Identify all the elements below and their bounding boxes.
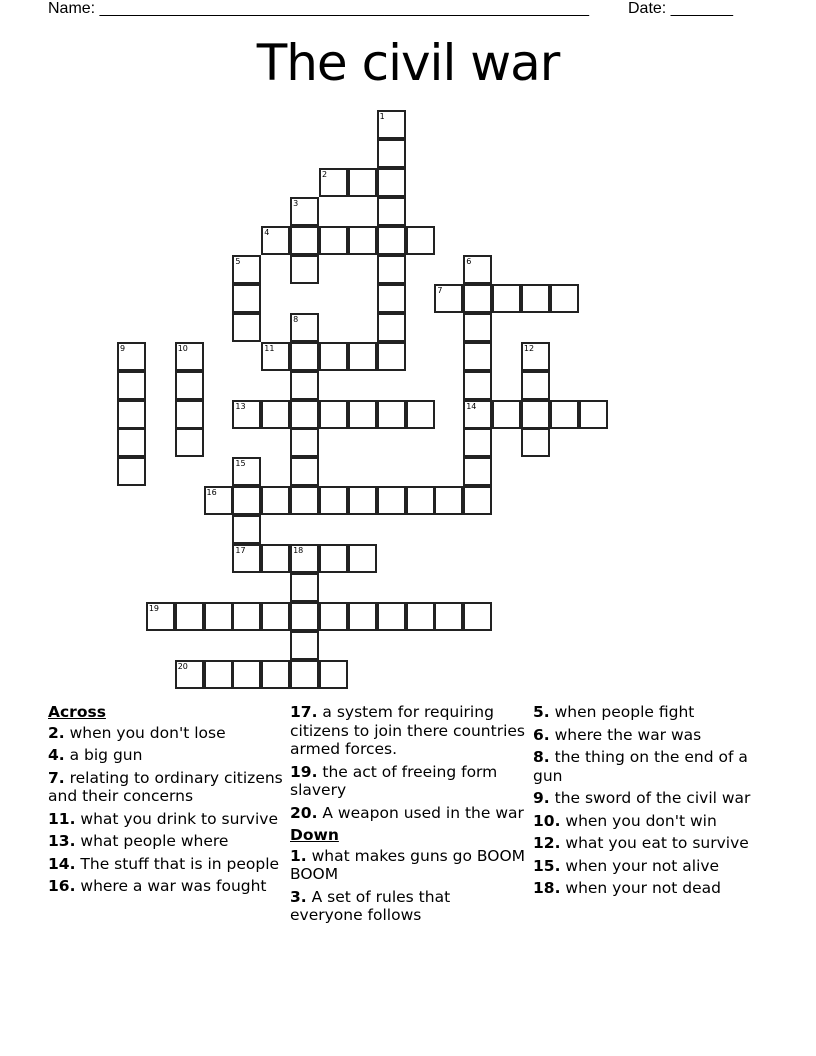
grid-cell[interactable] [261,400,290,429]
grid-cell[interactable] [348,544,377,573]
grid-cell[interactable] [290,197,319,226]
grid-cell[interactable] [290,342,319,371]
clue-number: 15 [235,459,246,469]
clue-item [48,769,286,806]
clue-number: 8 [293,314,299,324]
grid-cell[interactable] [348,342,377,371]
clue-text: what makes guns go BOOM BOOM [290,846,526,883]
clue-item [290,888,526,925]
clue-number-label: 17. [290,703,318,721]
grid-cell[interactable] [175,660,204,689]
clue-number-label: 14. [48,854,76,873]
clue-item [290,847,526,884]
grid-cell[interactable] [406,400,435,429]
clue-number-label: 13. [48,832,76,850]
clue-text: the sword of the civil war [549,789,751,807]
grid-cell[interactable] [463,486,492,515]
clue-text: when your not dead [560,879,721,897]
clue-text: The stuff that is in people [75,854,280,873]
grid-cell[interactable] [377,110,406,139]
across-heading: Across [48,703,106,721]
grid-cell[interactable] [463,457,492,486]
grid-cell[interactable] [290,255,319,284]
clue-number-label: 5. [533,703,550,721]
clue-text: what you drink to survive [75,809,278,828]
clues-column-1 [48,703,286,900]
clue-number: 5 [235,256,241,266]
clue-item [48,832,286,851]
clues-column-2 [290,703,526,929]
grid-cell[interactable] [521,371,550,400]
clue-text: where the war was [549,725,702,744]
grid-cell[interactable] [232,400,261,429]
grid-cell[interactable] [175,342,204,371]
grid-cell[interactable] [290,428,319,457]
clue-number: 18 [293,546,304,556]
clue-number: 7 [437,285,443,295]
clue-item [290,804,526,823]
clue-item [533,748,773,785]
clue-number-label: 2. [48,723,65,742]
grid-cell[interactable] [463,400,492,429]
clue-text: the act of freeing form slavery [290,762,498,799]
grid-cell[interactable] [492,284,521,313]
grid-cell[interactable] [232,515,261,544]
grid-cell[interactable] [232,457,261,486]
grid-cell[interactable] [319,544,348,573]
grid-cell[interactable] [319,602,348,631]
clue-text: when your not alive [560,856,720,875]
grid-cell[interactable] [348,602,377,631]
grid-cell[interactable] [290,371,319,400]
date-field: Date: _______ [628,0,733,17]
clue-number-label: 12. [533,834,561,852]
clue-number: 14 [466,401,477,411]
grid-cell[interactable] [521,284,550,313]
grid-cell[interactable] [232,255,261,284]
grid-cell[interactable] [117,371,146,400]
grid-cell[interactable] [261,342,290,371]
grid-cell[interactable] [463,284,492,313]
grid-cell[interactable] [348,168,377,197]
grid-cell[interactable] [232,313,261,342]
grid-cell[interactable] [290,602,319,631]
grid-cell[interactable] [348,226,377,255]
grid-cell[interactable] [319,226,348,255]
clue-number-label: 16. [48,877,76,895]
grid-cell[interactable] [261,660,290,689]
grid-cell[interactable] [434,486,463,515]
grid-cell[interactable] [377,284,406,313]
clue-item [48,724,286,743]
clue-number: 4 [264,227,270,237]
grid-cell[interactable] [290,631,319,660]
clue-number-label: 4. [48,746,65,764]
grid-cell[interactable] [348,400,377,429]
grid-cell[interactable] [463,255,492,284]
clues-column-3 [533,703,773,902]
clue-item [533,812,773,831]
grid-cell[interactable] [377,139,406,168]
grid-cell[interactable] [377,486,406,515]
grid-cell[interactable] [377,602,406,631]
grid-cell[interactable] [348,486,377,515]
grid-cell[interactable] [204,660,233,689]
clue-text: when you don't win [560,811,717,830]
clue-item [48,810,286,829]
grid-cell[interactable] [290,457,319,486]
clue-number-label: 7. [48,768,65,787]
clue-number-label: 20. [290,803,318,822]
clue-text: the thing on the end of a gun [533,748,748,785]
grid-cell[interactable] [463,342,492,371]
clue-number: 17 [235,546,246,556]
clue-item [533,789,773,808]
clue-item [48,746,286,765]
grid-cell[interactable] [406,602,435,631]
grid-cell[interactable] [175,602,204,631]
grid-cell[interactable] [232,284,261,313]
grid-cell[interactable] [232,660,261,689]
clue-item [48,877,286,896]
clue-number: 10 [177,343,188,353]
clue-number: 1 [379,112,385,121]
grid-cell[interactable] [261,544,290,573]
grid-cell[interactable] [319,660,348,689]
clue-item [290,703,526,759]
grid-cell[interactable] [434,602,463,631]
grid-cell[interactable] [290,660,319,689]
grid-cell[interactable] [290,544,319,573]
clue-number: 19 [148,604,160,614]
grid-cell[interactable] [290,226,319,255]
grid-cell[interactable] [377,313,406,342]
clue-number: 16 [206,488,217,498]
grid-cell[interactable] [290,400,319,429]
grid-cell[interactable] [406,226,435,255]
grid-cell[interactable] [463,371,492,400]
clue-number: 6 [466,256,472,266]
clue-item [533,879,773,898]
grid-cell[interactable] [579,400,608,429]
page-title: The civil war [256,34,560,92]
clue-number: 11 [264,343,275,353]
grid-cell[interactable] [175,371,204,400]
clue-number-label: 19. [290,762,318,781]
grid-cell[interactable] [377,342,406,371]
grid-cell[interactable] [434,284,463,313]
clue-number-label: 18. [533,879,561,897]
grid-cell[interactable] [117,457,146,486]
grid-cell[interactable] [204,486,233,515]
clue-number: 20 [177,662,188,672]
grid-cell[interactable] [377,400,406,429]
clue-number: 13 [235,401,246,411]
grid-cell[interactable] [146,602,175,631]
grid-cell[interactable] [550,400,579,429]
clue-number-label: 8. [533,748,550,766]
grid-cell[interactable] [261,226,290,255]
grid-cell[interactable] [463,313,492,342]
clue-number: 2 [321,169,328,179]
grid-cell[interactable] [290,313,319,342]
grid-cell[interactable] [117,342,146,371]
grid-cell[interactable] [261,486,290,515]
clue-number: 3 [293,198,299,208]
grid-cell[interactable] [175,400,204,429]
clue-item [48,855,286,874]
clue-number-label: 9. [533,789,550,807]
grid-cell[interactable] [319,342,348,371]
name-field: Name: _______________________________________________________ [48,0,589,17]
grid-cell[interactable] [463,602,492,631]
grid-cell[interactable] [377,226,406,255]
clue-text: when you don't lose [64,723,226,742]
grid-cell[interactable] [117,400,146,429]
clue-item [533,703,773,722]
grid-cell[interactable] [521,342,550,371]
grid-cell[interactable] [319,168,348,197]
clue-number-label: 6. [533,725,550,744]
grid-cell[interactable] [319,400,348,429]
grid-cell[interactable] [406,486,435,515]
clue-text: where a war was fought [75,877,267,895]
grid-cell[interactable] [550,284,579,313]
grid-cell[interactable] [290,573,319,602]
clue-number-label: 3. [290,887,307,906]
clue-text: A set of rules that everyone follows [290,887,451,924]
clue-text: when people fight [549,703,695,721]
clue-number-label: 15. [533,856,561,875]
clue-text: what you eat to survive [560,834,749,852]
grid-cell[interactable] [232,602,261,631]
down-heading: Down [290,826,339,844]
grid-cell[interactable] [117,428,146,457]
grid-cell[interactable] [175,428,204,457]
grid-cell[interactable] [204,602,233,631]
grid-cell[interactable] [319,486,348,515]
grid-cell[interactable] [377,197,406,226]
clue-text: what people where [75,832,229,850]
grid-cell[interactable] [261,602,290,631]
grid-cell[interactable] [492,400,521,429]
grid-cell[interactable] [377,255,406,284]
clue-number: 9 [120,343,126,353]
clue-text: a big gun [64,746,143,764]
clue-number: 12 [523,343,535,353]
grid-cell[interactable] [232,486,261,515]
grid-cell[interactable] [463,428,492,457]
grid-cell[interactable] [521,400,550,429]
grid-cell[interactable] [521,428,550,457]
grid-cell[interactable] [290,486,319,515]
clue-number-label: 11. [48,809,76,828]
clue-number-label: 10. [533,811,561,830]
clue-text: A weapon used in the war [317,803,524,822]
clue-number-label: 1. [290,846,307,865]
clue-text: a system for requiring citizens to join there countries armed forces. [290,703,525,758]
clue-text: relating to ordinary citizens and their concerns [48,768,283,805]
clue-item [533,726,773,745]
grid-cell[interactable] [377,168,406,197]
clue-item [290,763,526,800]
clue-item [533,857,773,876]
grid-cell[interactable] [232,544,261,573]
clue-item [533,834,773,853]
